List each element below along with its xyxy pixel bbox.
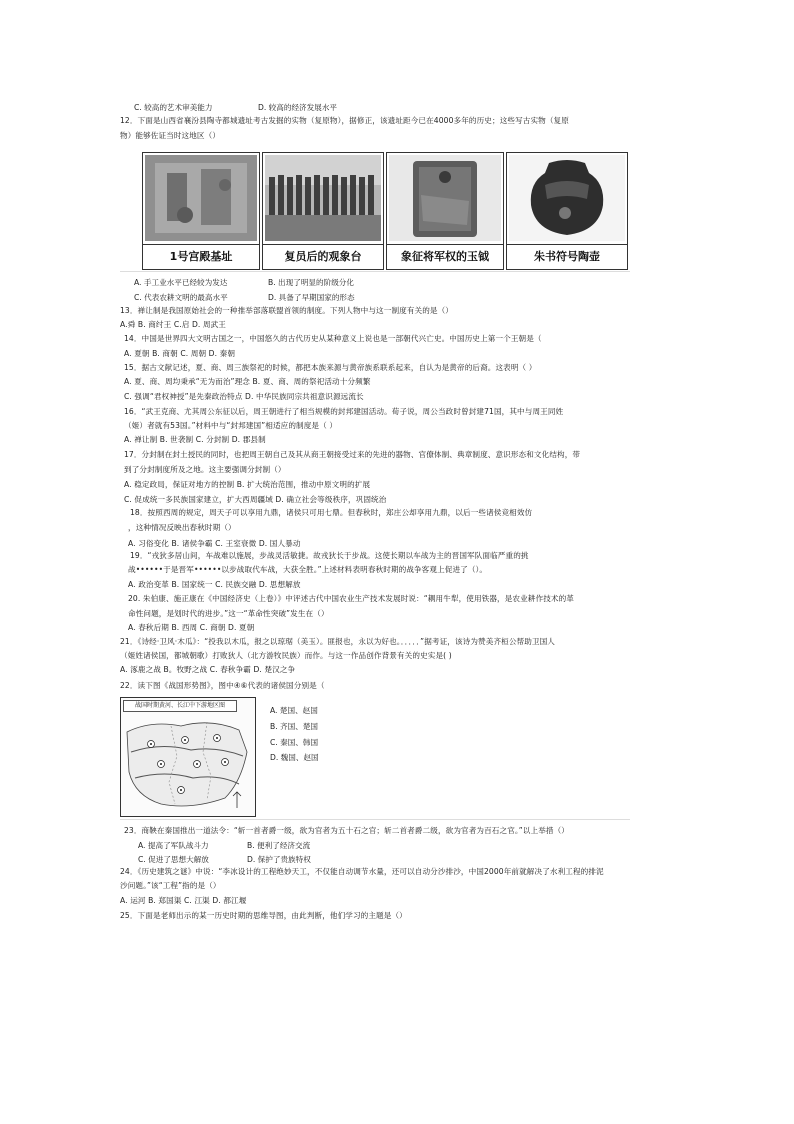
q12-option-d: D. 具备了早期国家的形态: [268, 293, 355, 302]
q22-option-c: C. 秦国、韩国: [270, 738, 319, 747]
photo-caption: 复员后的观象台: [263, 244, 383, 269]
q20-stem-line-2: 命性问题，是划时代的进步。”这一“革命性突破”发生在（）: [128, 609, 329, 618]
pottery-pot-image: [509, 155, 625, 241]
q21-stem-line-2: （姬姓诸侯国，都城朝歌）打败狄人（北方游牧民族）而作。与这一作品创作背景有关的史实是( ): [120, 651, 452, 660]
q19-options: A. 政治变革 B. 国家统一 C. 民族交融 D. 思想解放: [128, 580, 301, 589]
q12-option-b: B. 出现了明显的阶级分化: [268, 278, 354, 287]
jade-axe-image: [389, 155, 501, 241]
q15-stem: 15．据古文献记述，夏、商、周三族祭祀的时候，都把本族来源与黄帝族系联系起来，自认为是黄帝的后裔。这表明（ ）: [124, 363, 537, 372]
q14-stem: 14．中国是世界四大文明古国之一，中国悠久的古代历史从某种意义上说也是一部朝代兴亡史。中国历史上第一个王朝是（: [124, 334, 542, 343]
palace-foundation-image: [145, 155, 257, 241]
q12-option-a: A. 手工业水平已经较为发达: [134, 278, 228, 287]
q17-stem-line-1: 17．分封制在封土授民的同时，也把周王朝自己及其从商王朝接受过来的先进的器物、官僚体制、典章制度、意识形态和文化结构，带: [124, 450, 581, 459]
observatory-image: [265, 155, 381, 241]
q15-options-ab: A. 夏、商、周均秉承“无为而治”理念 B. 夏、商、周的祭祀活动十分频繁: [124, 377, 371, 386]
q13-stem: 13．禅让制是我国原始社会的一种推举部落联盟首领的制度。下列人物中与这一制度有关的是（）: [120, 306, 453, 315]
divider: [120, 819, 630, 820]
q11-option-d: D. 较高的经济发展水平: [258, 103, 338, 112]
q22-option-a: A. 楚国、赵国: [270, 706, 318, 715]
photo-caption: 1号宫殿基址: [143, 244, 259, 269]
photo-caption: 朱书符号陶壶: [507, 244, 627, 269]
q24-stem-line-1: 24．《历史建筑之谜》中说：“李冰设计的工程绝妙天工，不仅能自动调节水量，还可以自动分沙排沙，中国2000年前就解决了水利工程的排泥: [120, 867, 604, 876]
divider: [120, 271, 630, 272]
q18-options: A. 习俗变化 B. 诸侯争霸 C. 王室衰微 D. 国人暴动: [128, 539, 301, 548]
warring-states-map: [120, 697, 256, 817]
q23-stem: 23．商鞅在秦国推出一道法令：“斩一首者爵一级，欲为官者为五十石之官；斩二首者爵二级，欲为官者为百石之官。”以上举措（）: [124, 826, 569, 835]
q21-options: A. 涿鹿之战 B。牧野之战 C. 春秋争霸 D. 楚汉之争: [120, 665, 296, 674]
q23-option-d: D. 保护了贵族特权: [247, 855, 311, 864]
map-title: 战国时期黄河、长江中下游地区图: [123, 700, 237, 712]
q17-options-cd: C. 促成统一多民族国家建立，扩大西周疆域 D. 确立社会等级秩序，巩固统治: [124, 495, 387, 504]
q21-stem-line-1: 21．《诗经·卫风·木瓜》：“投我以木瓜，报之以琼琚（美玉）。匪报也，永以为好也。．．．．．”据考证，该诗为赞美齐桓公帮助卫国人: [120, 637, 555, 646]
q25-stem: 25．下面是老师出示的某一历史时期的思维导图，由此判断，他们学习的主题是（）: [120, 911, 407, 920]
q23-option-a: A. 提高了军队战斗力: [138, 841, 209, 850]
photo-caption: 象征将军权的玉钺: [387, 244, 503, 269]
q12-option-c: C. 代表农耕文明的最高水平: [134, 293, 228, 302]
q12-stem-line-1: 12．下面是山西省襄汾县陶寺都城遗址考古发掘的实物（复原物），据修正，该遗址距今已在4000多年的历史；这些写古实物（复原: [120, 116, 569, 125]
q12-stem-line-2: 物）能够佐证当时这地区（）: [120, 131, 221, 140]
q19-stem-line-1: 19．“戎狄多居山间，车战难以施展，步战灵活敏捷。故戎狄长于步战。这使长期以车战为主的晋国军队面临严重的挑: [130, 551, 529, 560]
q16-stem-line-1: 16．“武王克商、尤其周公东征以后，周王朝进行了相当规模的封邦建国活动。荀子说，周公当政时曾封建71国，其中与周王同姓: [124, 407, 564, 416]
q22-option-b: B. 齐国、楚国: [270, 722, 319, 731]
q15-options-cd: C. 强调“君权神授”是先秦政治特点 D. 中华民族同宗共祖意识源远流长: [124, 392, 364, 401]
photo-observatory: [262, 152, 384, 270]
q24-options: A. 运河 B. 郑国渠 C. 江渠 D. 都江堰: [120, 896, 247, 905]
map-drawing: [121, 712, 255, 816]
q16-stem-line-2: （姬）者就有53国。”材料中与“封邦建国”相适应的制度是（ ）: [124, 421, 338, 430]
photo-jade-axe: [386, 152, 504, 270]
q18-stem-line-2: ，这种情况反映出春秋时期（）: [128, 523, 236, 532]
q24-stem-line-2: 沙问题。”该“工程”指的是（）: [120, 881, 221, 890]
q19-stem-line-2: 战••••••于是晋军••••••以步战取代车战，大获全胜。”上述材料表明春秋时期的战争客观上促进了（）。: [128, 565, 488, 574]
q13-options: A.舜 B. 商纣王 C.启 D. 周武王: [120, 320, 226, 329]
q17-options-ab: A. 稳定政局，保证对地方的控制 B. 扩大统治范围，推动中原文明的扩展: [124, 480, 371, 489]
q23-option-b: B. 便利了经济交流: [247, 841, 311, 850]
q22-option-d: D. 魏国、赵国: [270, 753, 319, 762]
q17-stem-line-2: 到了分封制度所及之地。这主要强调分封制（）: [124, 465, 286, 474]
q16-options: A. 禅让制 B. 世袭制 C. 分封制 D. 郡县制: [124, 435, 266, 444]
q12-photo-strip: [142, 152, 628, 268]
q18-stem-line-1: 18．按照西周的规定，周天子可以享用九鼎，诸侯只可用七鼎。但春秋时，郑庄公却享用九鼎，以后一些诸侯竞相效仿: [130, 508, 533, 517]
q11-option-c: C. 较高的艺术审美能力: [134, 103, 213, 112]
photo-palace-foundation: [142, 152, 260, 270]
q20-options: A. 春秋后期 B. 西周 C. 商朝 D. 夏朝: [128, 623, 255, 632]
q22-stem: 22．读下图《战国形势图》，图中④⑥代表的诸侯国分别是（: [120, 681, 325, 690]
q23-option-c: C. 促进了思想大解放: [138, 855, 209, 864]
q14-options: A. 夏朝 B. 商朝 C. 周朝 D. 秦朝: [124, 349, 236, 358]
photo-pottery-pot: [506, 152, 628, 270]
q20-stem-line-1: 20. 朱伯康、施正康在《中国经济史（上卷）》中评述古代中国农业生产技术发展时说：“耦用牛犁，使用铁器，是农业耕作技术的革: [128, 594, 574, 603]
